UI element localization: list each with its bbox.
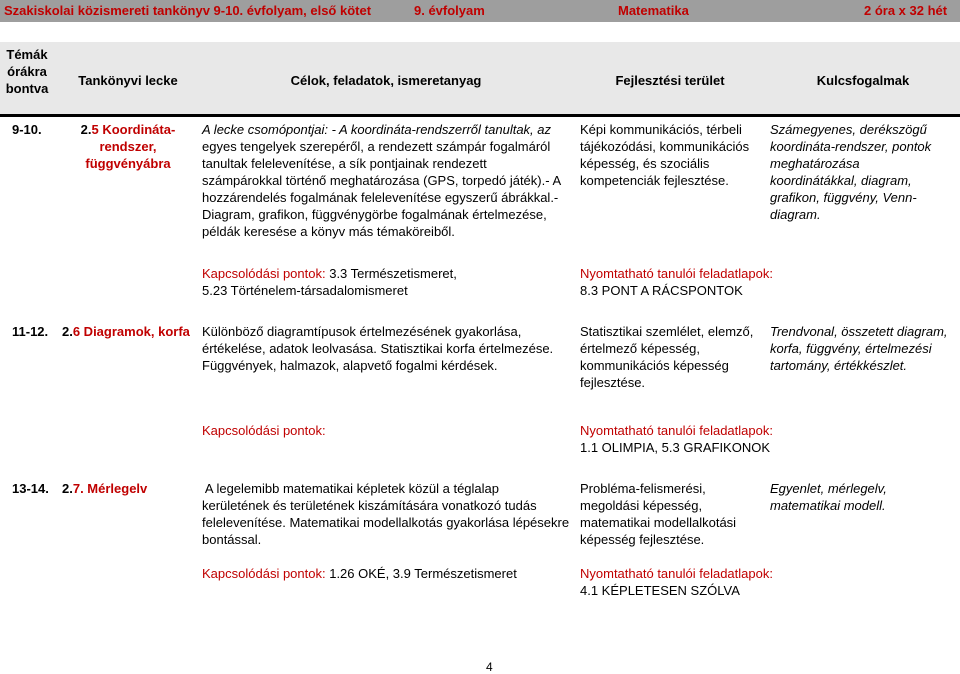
column-header-goals: Célok, feladatok, ismeretanyag — [290, 73, 482, 88]
lesson-title-line: 5 Koordináta- — [91, 122, 176, 137]
development-line: kompetenciák fejlesztése. — [580, 173, 729, 188]
development-line: képesség, és szociális — [580, 156, 710, 171]
lesson-title — [62, 323, 190, 340]
development-line: Probléma-felismerési, — [580, 481, 706, 496]
keywords-line: korfa, függvény, értelmezési — [770, 341, 932, 356]
goals-line: Függvények, halmazok, alapvető fogalmi kérdések. — [202, 358, 498, 373]
lesson-title-line: függvényábra — [85, 156, 171, 171]
keywords-line: matematikai modell. — [770, 498, 886, 513]
lesson-number: 2. — [80, 122, 92, 137]
keywords-text — [770, 121, 931, 223]
development-text — [580, 323, 753, 391]
related-topics-value: 3.3 Természetismeret, — [329, 266, 457, 281]
goals-line: értékelése, adatok leolvasása. Statisztikai korfa értelmezése. — [202, 341, 554, 356]
row-hours: 13-14. — [12, 481, 49, 496]
lesson-title — [62, 480, 147, 497]
related-topics-label: Kapcsolódási pontok: — [202, 566, 326, 581]
development-line: kommunikációs képesség — [580, 358, 729, 373]
goals-line: hozzárendelés fogalmának felelevenítése egyszerű ábrákkal.- — [202, 190, 559, 205]
goals-line: példák keresése a könyv más témaköreiből. — [202, 224, 455, 239]
keywords-line: diagram. — [770, 207, 821, 222]
worksheets-value: 1.1 OLIMPIA, 5.3 GRAFIKONOK — [580, 440, 771, 455]
keywords-text — [770, 480, 887, 514]
keywords-line: tartomány, értékkészlet. — [770, 358, 908, 373]
column-header-hours-line: Témák — [6, 47, 48, 62]
keywords-line: koordinátákkal, diagram, — [770, 173, 912, 188]
worksheets-label: Nyomtatható tanulói feladatlapok: — [580, 423, 773, 438]
lesson-title — [60, 121, 196, 172]
goals-text — [202, 323, 553, 374]
header-subject: Matematika — [618, 3, 689, 18]
related-topics — [202, 265, 457, 299]
goals-line: A lecke csomópontjai: - A koordináta-rendszerről tanultak, az — [202, 122, 552, 137]
goals-line: számpárokkal történő meghatározása (GPS, torpedó játék).- A — [202, 173, 562, 188]
keywords-line: meghatározása — [770, 156, 860, 171]
lesson-number: 2. — [62, 324, 73, 339]
keywords-line: Számegyenes, derékszögű — [770, 122, 927, 137]
column-header-development: Fejlesztési terület — [615, 73, 725, 88]
development-line: tájékozódási, kommunikációs — [580, 139, 750, 154]
development-line: értelmező képesség, — [580, 341, 700, 356]
goals-text — [202, 121, 561, 240]
document-header-bar — [0, 0, 960, 22]
related-topics-label: Kapcsolódási pontok: — [202, 423, 326, 438]
development-line: matematikai modellalkotási — [580, 515, 737, 530]
lesson-number: 2. — [62, 481, 73, 496]
keywords-line: Egyenlet, mérlegelv, — [770, 481, 887, 496]
column-header-hours-line: bontva — [5, 81, 49, 96]
goals-line: Diagram, grafikon, függvénygörbe fogalmának értelmezése, — [202, 207, 547, 222]
keywords-line: koordináta-rendszer, pontok — [770, 139, 932, 154]
row-hours: 9-10. — [12, 122, 42, 137]
goals-line: Különböző diagramtípusok értelmezésének gyakorlása, — [202, 324, 522, 339]
worksheets-value: 8.3 PONT A RÁCSPONTOK — [580, 283, 743, 298]
development-line: képesség fejlesztése. — [580, 532, 705, 547]
goals-line: kerületének és területének kiszámítására vonatkozó tudás — [202, 498, 537, 513]
goals-line: bontással. — [202, 532, 262, 547]
header-hours: 2 óra x 32 hét — [864, 3, 948, 18]
goals-line: A legelemibb matematikai képletek közül a téglalap — [202, 481, 500, 496]
row-hours: 11-12. — [12, 324, 49, 339]
header-title: Szakiskolai közismereti tankönyv 9-10. évfolyam, első kötet — [4, 3, 372, 18]
related-topics-label: Kapcsolódási pontok: — [202, 266, 326, 281]
development-text — [580, 480, 736, 548]
development-text — [580, 121, 749, 189]
goals-line: felelevenítése. Matematikai modellalkotás gyakorlása lépésekre — [202, 515, 570, 530]
development-line: Képi kommunikációs, térbeli — [580, 122, 742, 137]
related-topics — [202, 422, 326, 439]
column-header-keywords: Kulcsfogalmak — [816, 73, 910, 88]
column-header-hours-line: órákra — [7, 64, 47, 79]
keywords-text — [770, 323, 948, 374]
keywords-line: grafikon, függvény, Venn- — [770, 190, 917, 205]
related-topics-value: 5.23 Történelem-társadalomismeret — [202, 283, 408, 298]
related-topics — [202, 565, 517, 582]
goals-line: egyes tengelyek szerepéről, a rendezett számpár fogalmáról — [202, 139, 551, 154]
worksheets-value: 4.1 KÉPLETESEN SZÓLVA — [580, 583, 740, 598]
development-line: megoldási képesség, — [580, 498, 703, 513]
worksheets-label: Nyomtatható tanulói feladatlapok: — [580, 566, 773, 581]
column-header-lesson: Tankönyvi lecke — [78, 73, 178, 88]
page-number: 4 — [486, 660, 493, 674]
lesson-title-line: 7. Mérlegelv — [72, 481, 148, 496]
development-line: Statisztikai szemlélet, elemző, — [580, 324, 754, 339]
printable-worksheets — [580, 265, 773, 299]
lesson-title-line: rendszer, — [99, 139, 157, 154]
goals-line: tanultak felelevenítése, a sík pontjainak rendezett — [202, 156, 487, 171]
goals-text — [202, 480, 569, 548]
worksheets-label: Nyomtatható tanulói feladatlapok: — [580, 266, 773, 281]
related-topics-value: 1.26 OKÉ, 3.9 Természetismeret — [329, 566, 517, 581]
printable-worksheets — [580, 422, 773, 456]
column-header-hours — [4, 46, 50, 97]
lesson-title-line: 6 Diagramok, korfa — [72, 324, 190, 339]
header-grade: 9. évfolyam — [414, 3, 485, 18]
keywords-line: Trendvonal, összetett diagram, — [770, 324, 948, 339]
development-line: fejlesztése. — [580, 375, 646, 390]
printable-worksheets — [580, 565, 773, 599]
